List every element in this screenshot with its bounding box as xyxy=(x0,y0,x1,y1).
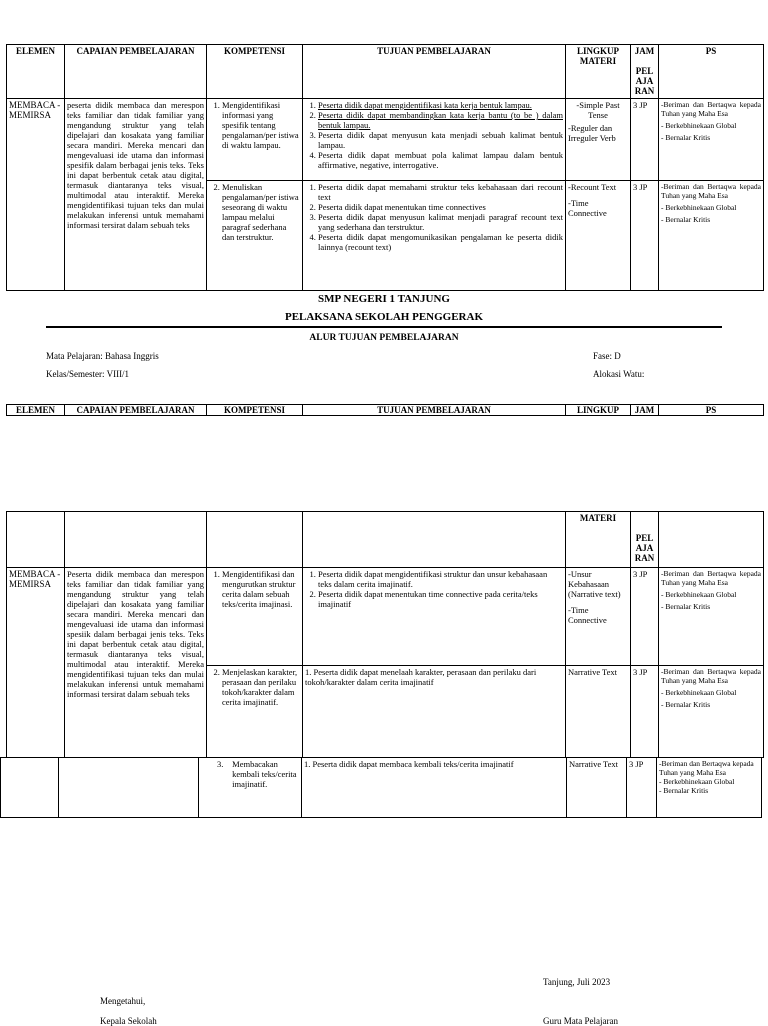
header-materi: MATERI xyxy=(566,512,631,568)
materi-item: Narrative Text xyxy=(568,667,618,677)
tujuan-item: 2. Peserta didik dapat menentukan time connective pada cerita/teks imajinatif xyxy=(318,589,563,609)
materi-cell xyxy=(566,181,631,291)
kompetensi-item xyxy=(201,759,299,789)
materi-item: -Time Connective xyxy=(568,198,607,218)
header-lingkup: LINGKUP xyxy=(566,405,631,416)
kompetensi-number: 3. xyxy=(217,759,224,769)
kompetensi-item: 2. Menjelaskan karakter, perasaan dan perilaku tokoh/karakter dalam cerita imajinatif. xyxy=(222,667,300,707)
kompetensi-cell xyxy=(207,99,303,181)
ps-item: - Bernalar Kritis xyxy=(661,700,711,709)
header-kompetensi-continued xyxy=(207,512,303,568)
tujuan-item: 3. Peserta didik dapat menyusun kalimat menjadi paragraf recount text yang sederhana dan terstruktur. xyxy=(318,212,563,232)
ps-item: - Bernalar Kritis xyxy=(659,786,709,795)
place-date: Tanjung, Juli 2023 xyxy=(543,977,611,987)
ps-item: - Bernalar Kritis xyxy=(661,602,711,611)
ps-item: -Beriman dan Bertaqwa kepada Tuhan yang Maha Esa xyxy=(661,182,761,200)
materi-cell xyxy=(566,99,631,181)
ps-item: -Beriman dan Bertaqwa kepada Tuhan yang Maha Esa xyxy=(661,667,761,685)
subject-label: Mata Pelajaran: Bahasa Inggris xyxy=(46,351,159,361)
materi-item: -Unsur Kebahasaan (Narrative text) xyxy=(568,569,621,599)
capaian-cell: peserta didik membaca dan merespon teks familiar dan tidak familiar yang mengandung struktur yang telah dipelajari dan kosakata yang familiar secara mandiri. Mereka mencari dan mengevaluasi ide utama dan informasi spesifik dalam berbagai jenis teks. Teks ini dapat berbentuk cetak atau digital, termasuk diantaranya teks visual, multimodal atau interaktif. Mereka mengidentifikasi tujuan teks dan mulai melakukan inferensi untuk memahami informasi tersirat dalam sebuah teks xyxy=(65,99,207,291)
kompetensi-item: 1. Mengidentifikasi informasi yang spesifik tentang pengalaman/per istiwa di waktu lampau. xyxy=(222,100,300,150)
atp-table-4 xyxy=(0,757,762,818)
kompetensi-cell xyxy=(207,181,303,291)
tujuan-item: 4. Peserta didik dapat mengomunikasikan pengalaman ke peserta didik lainnya (recount text) xyxy=(318,232,563,252)
kompetensi-text: Membacakan kembali teks/cerita imajinatif. xyxy=(232,759,297,789)
materi-cell xyxy=(566,666,631,758)
materi-item: -Recount Text xyxy=(568,182,617,192)
program-name: PELAKSANA SEKOLAH PENGGERAK xyxy=(284,311,484,323)
elemen-cell: MEMBACA - MEMIRSA xyxy=(7,99,65,291)
kompetensi-cell xyxy=(199,758,302,818)
ps-item: - Berkebhinekaan Global xyxy=(661,688,737,697)
kompetensi-item: 2. Menuliskan pengalaman/per istiwa seseorang di waktu lampau melalui paragraf sederhana dan terstruktur. xyxy=(222,182,300,242)
ps-item: -Beriman dan Bertaqwa kepada Tuhan yang Maha Esa xyxy=(661,569,761,587)
heading-rule xyxy=(46,326,722,328)
header-tujuan-continued xyxy=(303,512,566,568)
ps-cell xyxy=(659,181,764,291)
tujuan-item: 2. Peserta didik dapat menentukan time connectives xyxy=(318,202,563,212)
capaian-cell-empty xyxy=(59,758,199,818)
header-kompetensi: KOMPETENSI xyxy=(207,405,303,416)
ps-cell xyxy=(657,758,762,818)
time-allocation-label: Alokasi Watu: xyxy=(593,369,645,379)
tujuan-cell xyxy=(303,666,566,758)
tujuan-item: 1. Peserta didik dapat membaca kembali teks/cerita imajinatif xyxy=(304,759,514,769)
elemen-cell-empty xyxy=(1,758,59,818)
jam-cell: 3 JP xyxy=(631,666,659,758)
ps-item: - Berkebhinekaan Global xyxy=(659,777,735,786)
header-tujuan: TUJUAN PEMBELAJARAN xyxy=(303,405,566,416)
tujuan-cell xyxy=(303,568,566,666)
tujuan-item: 2. Peserta didik dapat membandingkan kata kerja bantu (to be ) dalam bentuk lampau. xyxy=(318,110,563,130)
jam-cell: 3 JP xyxy=(627,758,657,818)
ps-item: -Beriman dan Bertaqwa kepada Tuhan yang Maha Esa xyxy=(659,759,754,777)
teacher-label: Guru Mata Pelajaran xyxy=(543,1016,618,1026)
ps-cell xyxy=(659,568,764,666)
tujuan-item: 1. Peserta didik dapat memahami struktur teks kebahasaan dari recount text xyxy=(318,182,563,202)
header-elemen: ELEMEN xyxy=(7,405,65,416)
acknowledged-label: Mengetahui, xyxy=(100,996,146,1006)
header-ps: PS xyxy=(659,405,764,416)
header-capaian: CAPAIAN PEMBELAJARAN xyxy=(65,405,207,416)
tujuan-item: 1. Peserta didik dapat menelaah karakter, perasaan dan perilaku dari tokoh/karakter dalam cerita imajinatif xyxy=(305,667,537,687)
ps-cell xyxy=(659,99,764,181)
materi-item: -Simple Past Tense xyxy=(576,100,620,120)
materi-item: -Time Connective xyxy=(568,605,607,625)
atp-table-3 xyxy=(6,511,764,758)
capaian-cell: Peserta didik membaca dan merespon teks familiar dan tidak familiar yang mengandung struktur yang telah dipelajari dan kosakata yang familiar secara mandiri. Mereka mencari dan mengevaluasi ide utama dan informasi spesiik dalam berbagai jenis teks. Teks ini dapat berbentuk cetak atau digital, termasuk diantaranya teks visual, multimodal atau interaktif. Mereka mengidentifikasi tujuan teks dan mulai melakukan inferensi untuk memahami informasi tersirat dalam sebuah teks xyxy=(65,568,207,758)
class-semester-label: Kelas/Semester: VIII/1 xyxy=(46,369,130,379)
ps-cell xyxy=(659,666,764,758)
kompetensi-cell xyxy=(207,666,303,758)
atp-table-2-header xyxy=(6,404,764,416)
principal-label: Kepala Sekolah xyxy=(100,1016,157,1026)
header-lingkup: LINGKUP MATERI xyxy=(566,45,631,99)
tujuan-cell xyxy=(303,99,566,181)
tujuan-item: 4. Peserta didik dapat membuat pola kalimat lampau dalam bentuk affirmative, negative, interrogative. xyxy=(318,150,563,170)
header-kompetensi: KOMPETENSI xyxy=(207,45,303,99)
kompetensi-item: 1. Mengidentifikasi dan mengurutkan struktur cerita dalam sebuah teks/cerita imajinasi. xyxy=(222,569,300,609)
materi-item: Narrative Text xyxy=(569,759,619,769)
header-elemen: ELEMEN xyxy=(7,45,65,99)
document-title: ALUR TUJUAN PEMBELAJARAN xyxy=(309,333,459,343)
header-jam: JAM PEL AJA RAN xyxy=(631,45,659,99)
jam-cell: 3 JP xyxy=(631,181,659,291)
ps-item: - Bernalar Kritis xyxy=(661,133,711,142)
header-ps: PS xyxy=(659,45,764,99)
materi-cell xyxy=(567,758,627,818)
phase-label: Fase: D xyxy=(593,351,621,361)
ps-item: - Berkebhinekaan Global xyxy=(661,590,737,599)
atp-table-1 xyxy=(6,44,764,291)
header-ps-continued xyxy=(659,512,764,568)
ps-item: -Beriman dan Bertaqwa kepada Tuhan yang Maha Esa xyxy=(661,100,761,118)
jam-cell: 3 JP xyxy=(631,99,659,181)
header-capaian-continued xyxy=(65,512,207,568)
ps-item: - Berkebhinekaan Global xyxy=(661,121,737,130)
header-pelajaran: PEL AJA RAN xyxy=(631,512,659,568)
materi-item: -Reguler dan Irreguler Verb xyxy=(568,123,616,143)
ps-item: - Bernalar Kritis xyxy=(661,215,711,224)
school-name: SMP NEGERI 1 TANJUNG xyxy=(318,293,450,305)
tujuan-cell xyxy=(303,181,566,291)
header-elemen-continued xyxy=(7,512,65,568)
elemen-cell: MEMBACA - MEMIRSA xyxy=(7,568,65,758)
header-tujuan: TUJUAN PEMBELAJARAN xyxy=(303,45,566,99)
tujuan-item: 1. Peserta didik dapat mengidentifikasi struktur dan unsur kebahasaan teks dalam cerita imajinatif. xyxy=(318,569,563,589)
ps-item: - Berkebhinekaan Global xyxy=(661,203,737,212)
tujuan-item: 3. Peserta didik dapat menyusun kata menjadi sebuah kalimat bentuk lampau. xyxy=(318,130,563,150)
header-jam: JAM xyxy=(631,405,659,416)
tujuan-item: 1. Peserta didik dapat mengidentifikasi kata kerja bentuk lampau. xyxy=(318,100,563,110)
tujuan-cell xyxy=(302,758,567,818)
jam-cell: 3 JP xyxy=(631,568,659,666)
kompetensi-cell xyxy=(207,568,303,666)
header-capaian: CAPAIAN PEMBELAJARAN xyxy=(65,45,207,99)
materi-cell xyxy=(566,568,631,666)
